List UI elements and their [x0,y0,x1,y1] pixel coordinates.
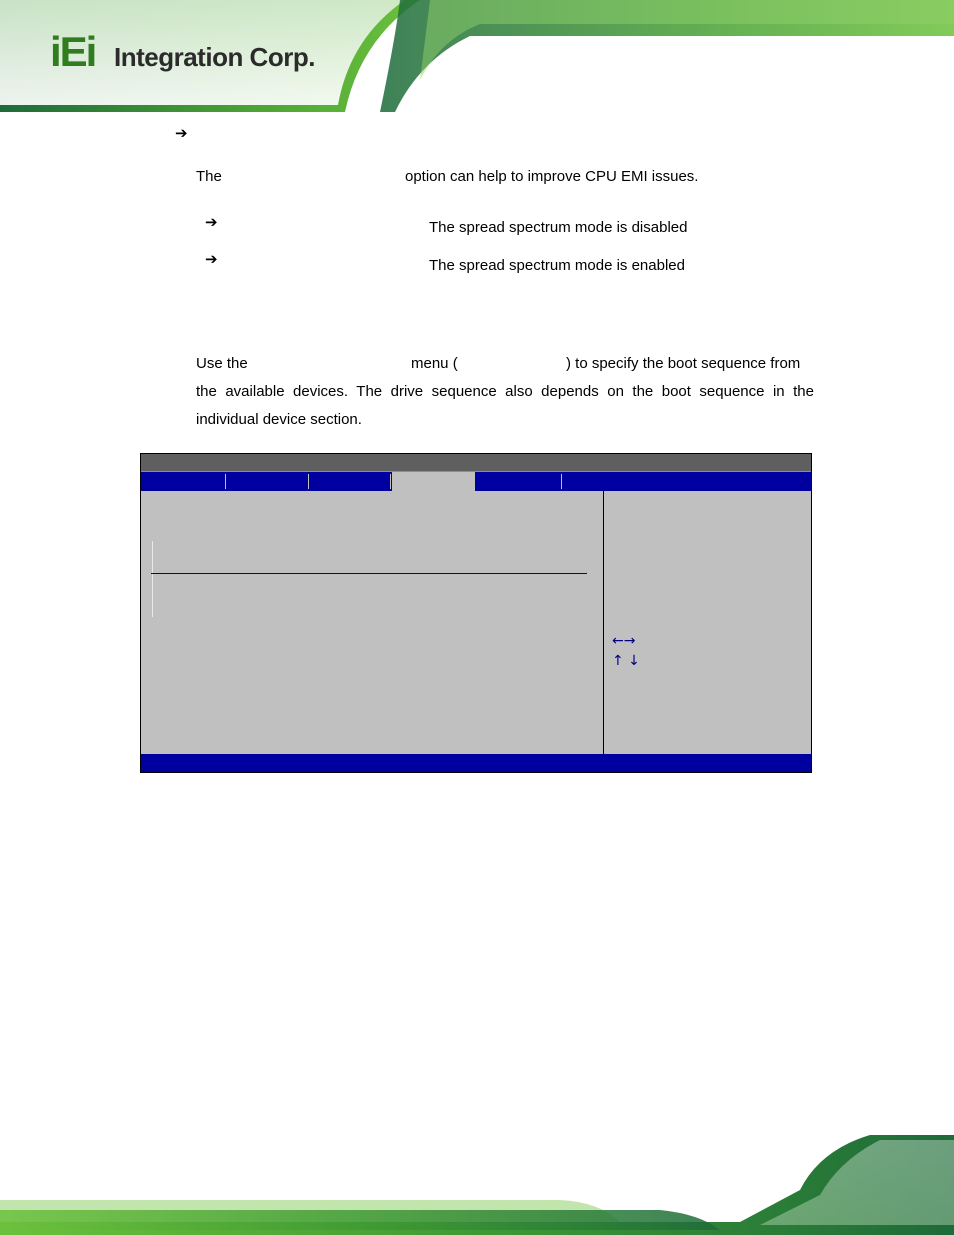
bios-screen [140,453,812,773]
bios-tab[interactable] [226,474,309,489]
logo-mark: iEi [50,28,96,75]
section-underline [151,573,587,574]
footer-banner [0,1130,954,1235]
company-logo [50,28,340,78]
boot-text-b: menu ( [411,355,458,372]
boot-text-a: Use the [196,355,248,372]
boot-text-line3: individual device section. [196,411,362,428]
option-description: The spread spectrum mode is enabled [429,257,685,274]
up-down-arrows-icon: ↑ ↓ [612,653,640,669]
section-arrow-icon: ➔ [175,124,188,142]
bios-title-bar [141,454,811,471]
intro-text-start: The [196,168,222,185]
option-arrow-icon: ➔ [205,213,218,231]
bios-tab[interactable] [141,474,226,489]
option-description: The spread spectrum mode is disabled [429,219,688,236]
logo-text: Integration Corp. [114,42,315,72]
bios-footer-bar [141,754,811,772]
bios-settings-panel [145,491,603,755]
boot-text-line2: the available devices. The drive sequence also depends on the boot sequence in the [196,383,814,400]
option-arrow-icon: ➔ [205,250,218,268]
panel-edge [152,541,153,617]
bios-tab[interactable] [477,474,562,489]
bios-menu-bar [141,471,811,491]
navigation-keys [612,631,640,671]
bios-tab-active[interactable] [392,472,475,491]
bios-tab[interactable] [309,474,391,489]
bios-help-panel [604,491,811,755]
boot-text-c: ) to specify the boot sequence from [566,355,801,372]
intro-text-end: option can help to improve CPU EMI issues. [405,168,699,185]
left-right-arrows-icon: ←→ [612,633,636,649]
